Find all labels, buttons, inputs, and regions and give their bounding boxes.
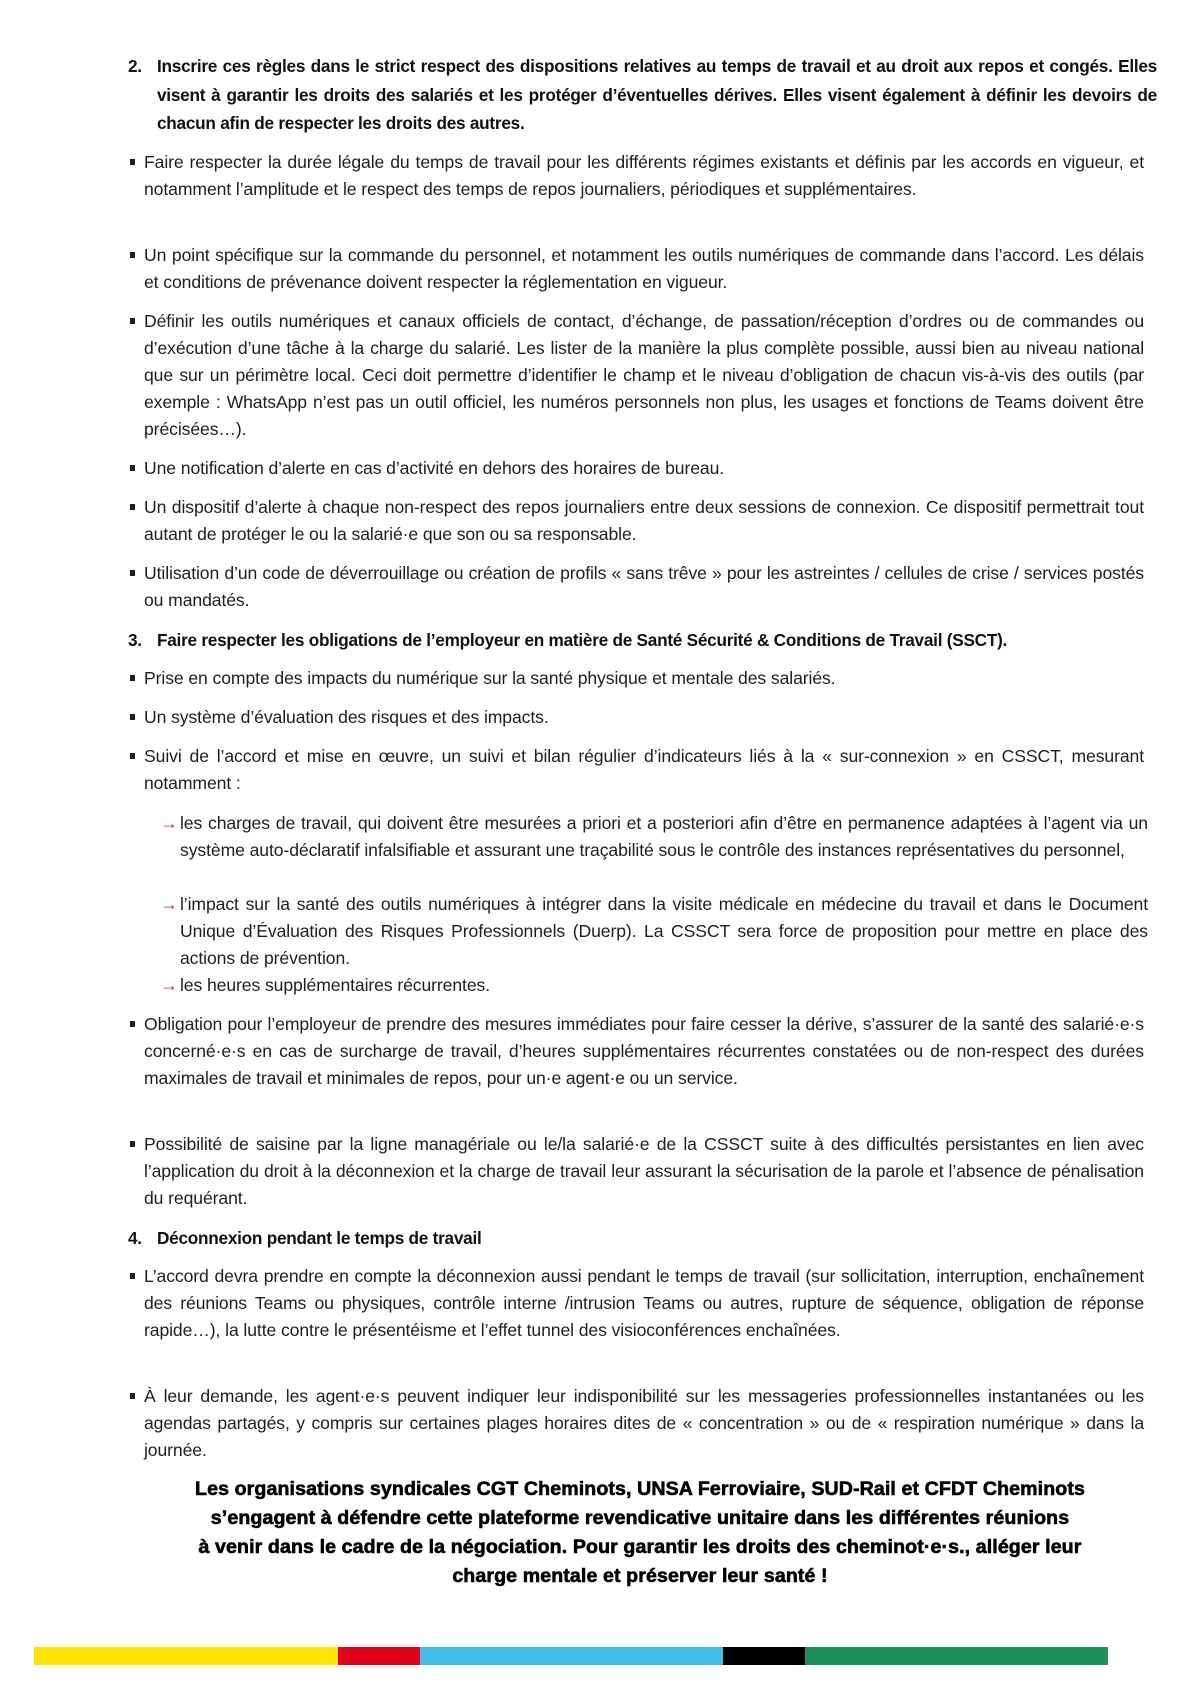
sub-list-item-text: les charges de travail, qui doivent être mesurées a priori et a posteriori afin d’être en permanence adaptées à l’agent via un système auto-déclaratif infalsifiable et assurant une traçabilité sous le contrôle des instances représentatives du personnel,	[180, 813, 1148, 860]
bullet-icon	[130, 252, 135, 258]
list-item	[128, 1131, 1144, 1212]
sub-list-item-text: les heures supplémentaires récurrentes.	[180, 975, 491, 995]
list-item-text: Suivi de l’accord et mise en œuvre, un suivi et bilan régulier d’indicateurs liés à la « sur-connexion » en CSSCT, mesurant notamment :	[144, 746, 1144, 793]
list-item	[128, 1263, 1144, 1344]
section-title: Inscrire ces règles dans le strict respect des dispositions relatives au temps de travail et au droit aux repos et congés. Elles visent à garantir les droits des salariés et les protéger d’éventuelles dérives. Elles visent également à définir les devoirs de chacun afin de respecter les droits des autres.	[157, 56, 1157, 133]
bullet-icon	[130, 1141, 135, 1147]
list-item-text: À leur demande, les agent·e·s peuvent indiquer leur indisponibilité sur les messageries professionnelles instantanées ou les agendas partagés, y compris sur certaines plages horaires dites de « concentration » ou de « respiration numérique » dans la journée.	[144, 1386, 1144, 1460]
list-item-text: Définir les outils numériques et canaux officiels de contact, d’échange, de passation/réception d’ordres ou de commandes ou d’exécution d’une tâche à la charge du salarié. Les lister de la manière la plus complète possible, aussi bien au niveau national que sur un périmètre local. Ceci doit permettre d’identifier le champ et le niveau d’obligation de chacun vis-à-vis des outils (par exemple : WhatsApp n’est pas un outil officiel, les numéros personnels non plus, les usages et fonctions de Teams doivent être précisées…).	[144, 311, 1144, 439]
bullet-icon	[130, 159, 135, 165]
section-number: 4.	[128, 1228, 142, 1248]
list-item-text: Prise en compte des impacts du numérique sur la santé physique et mentale des salariés.	[144, 668, 836, 688]
list-item-text: L’accord devra prendre en compte la déconnexion aussi pendant le temps de travail (sur sollicitation, interruption, enchaînement des réunions Teams ou physiques, contrôle interne /intrusion Teams ou autres, rupture de séquence, obligation de réponse rapide…), la lutte contre le présentéisme et l’effet tunnel des visioconférences enchaînées.	[144, 1266, 1144, 1340]
color-bar-yellow	[34, 1647, 338, 1665]
arrow-right-icon: →	[160, 975, 178, 995]
list-item	[128, 1011, 1144, 1092]
bullet-icon	[130, 318, 135, 324]
closing-line: s’engagent à défendre cette plateforme revendicative unitaire dans les différentes réunions	[210, 1507, 1070, 1529]
list-item	[128, 494, 1144, 548]
section-title: Déconnexion pendant le temps de travail	[157, 1228, 482, 1248]
list-item	[128, 704, 1144, 731]
bullet-icon	[130, 570, 135, 576]
list-item	[128, 560, 1144, 614]
list-item-text: Obligation pour l’employeur de prendre des mesures immédiates pour faire cesser la dérive, s’assurer de la santé des salarié·e·s concerné·e·s en cas de surcharge de travail, d’heures supplémentaires récurrentes constatées ou de non-respect des durées maximales de travail et minimales de repos, pour un·e agent·e ou un service.	[144, 1014, 1144, 1088]
bullet-icon	[130, 675, 135, 681]
list-item-text: Un point spécifique sur la commande du personnel, et notamment les outils numériques de commande dans l’accord. Les délais et conditions de prévenance doivent respecter la réglementation en vigueur.	[144, 245, 1144, 292]
list-item	[128, 1383, 1144, 1464]
section-2-heading	[128, 52, 1157, 138]
sub-list-item-text: l’impact sur la santé des outils numériques à intégrer dans la visite médicale en médecine du travail et dans le Document Unique d’Évaluation des Risques Professionnels (Duerp). La CSSCT sera force de proposition pour mettre en place des actions de prévention.	[180, 894, 1148, 968]
list-item	[128, 149, 1144, 203]
color-bar-green	[805, 1647, 1108, 1665]
bullet-icon	[130, 1393, 135, 1399]
bullet-icon	[130, 1021, 135, 1027]
list-item-text: Un système d’évaluation des risques et des impacts.	[144, 707, 549, 727]
color-bar-red	[338, 1647, 420, 1665]
bullet-icon	[130, 504, 135, 510]
list-item	[128, 308, 1144, 443]
list-item-text: Un dispositif d’alerte à chaque non-respect des repos journaliers entre deux sessions de connexion. Ce dispositif permettrait tout autant de protéger le ou la salarié·e que son ou sa responsable.	[144, 497, 1144, 544]
closing-line: à venir dans le cadre de la négociation. Pour garantir les droits des cheminot·e·s., alléger leur	[198, 1536, 1082, 1558]
bullet-icon	[130, 753, 135, 759]
list-item-text: Une notification d’alerte en cas d’activité en dehors des horaires de bureau.	[144, 458, 725, 478]
color-bar-blue	[420, 1647, 723, 1665]
list-item	[128, 242, 1144, 296]
section-3-heading	[128, 626, 1157, 655]
sub-list-item	[160, 810, 1148, 864]
section-number: 2.	[128, 56, 142, 76]
list-item	[128, 455, 1144, 482]
closing-line: Les organisations syndicales CGT Cheminots, UNSA Ferroviaire, SUD-Rail et CFDT Cheminots	[195, 1478, 1085, 1500]
color-bar-black	[723, 1647, 805, 1665]
bullet-icon	[130, 465, 135, 471]
list-item	[128, 743, 1144, 797]
section-number: 3.	[128, 630, 142, 650]
arrow-right-icon: →	[160, 894, 178, 914]
closing-line: charge mentale et préserver leur santé !	[452, 1565, 828, 1587]
section-title: Faire respecter les obligations de l’employeur en matière de Santé Sécurité & Conditions de Travail (SSCT).	[157, 630, 1008, 650]
list-item-text: Possibilité de saisine par la ligne managériale ou le/la salarié·e de la CSSCT suite à des difficultés persistantes en lien avec l’application du droit à la déconnexion et la charge de travail leur assurant la sécurisation de la parole et l’absence de pénalisation du requérant.	[144, 1134, 1144, 1208]
bullet-icon	[130, 1273, 135, 1279]
closing-statement	[140, 1475, 1140, 1591]
list-item-text: Faire respecter la durée légale du temps de travail pour les différents régimes existants et définis par les accords en vigueur, et notamment l’amplitude et le respect des temps de repos journaliers, périodiques et supplémentaires.	[144, 152, 1144, 199]
footer-color-bar	[34, 1647, 1108, 1665]
arrow-right-icon: →	[160, 813, 178, 833]
bullet-icon	[130, 714, 135, 720]
sub-list-item	[160, 891, 1148, 972]
list-item	[128, 665, 1144, 692]
sub-list-item	[160, 972, 1148, 999]
section-4-heading	[128, 1224, 1157, 1253]
list-item-text: Utilisation d’un code de déverrouillage ou création de profils « sans trêve » pour les astreintes / cellules de crise / services postés ou mandatés.	[144, 563, 1144, 610]
